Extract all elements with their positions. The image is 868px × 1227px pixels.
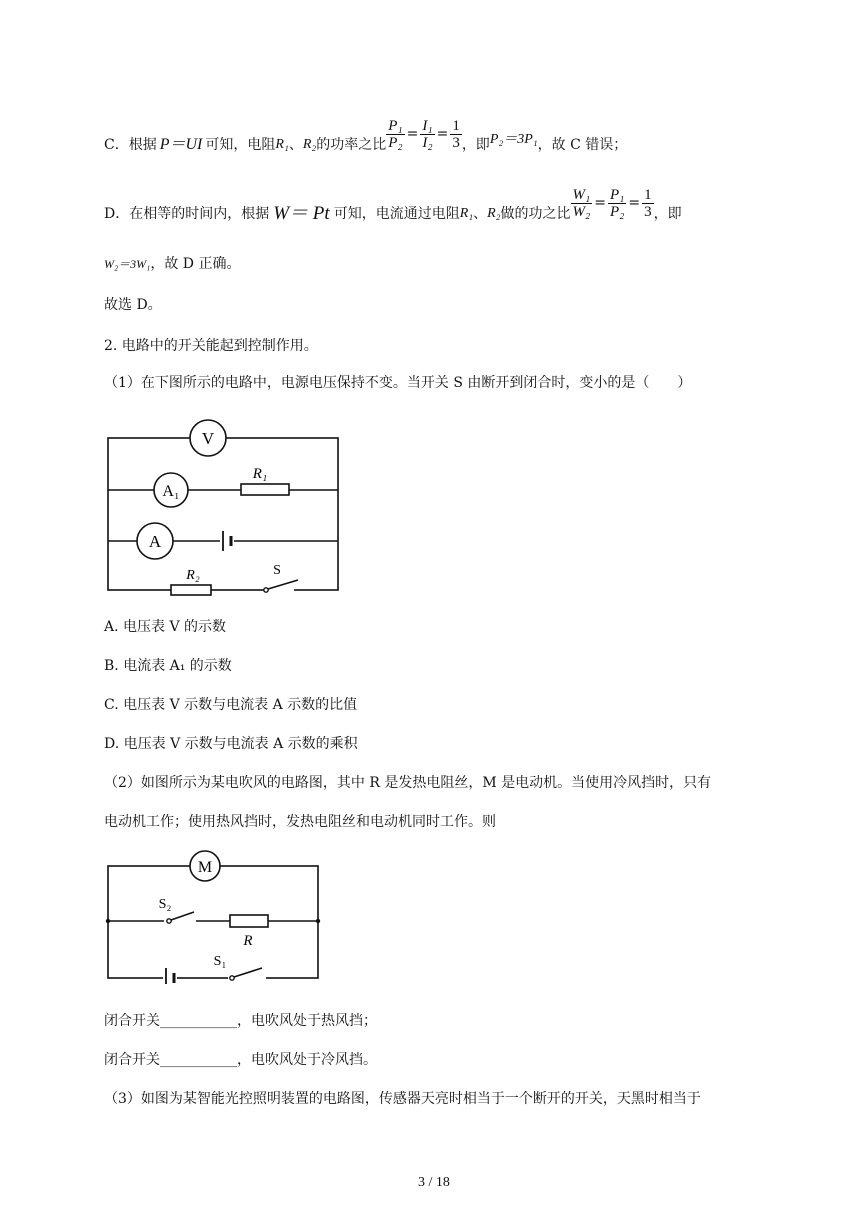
option-a: A. 电压表 V 的示数 bbox=[104, 619, 227, 635]
option-d: D. 电压表 V 示数与电流表 A 示数的乘积 bbox=[104, 736, 358, 752]
switch-s-label: S bbox=[273, 563, 281, 578]
switch-s2-icon bbox=[159, 897, 196, 926]
blank-question-cold: 闭合开关___________，电吹风处于冷风挡。 bbox=[104, 1052, 377, 1068]
formula-w-pt: W＝ Pt bbox=[273, 203, 330, 224]
fraction-one-third: $\frac{1}{3}$ bbox=[452, 117, 460, 151]
option-b: B. 电流表 A₁ 的示数 bbox=[104, 658, 232, 674]
circuit-diagram-2 bbox=[104, 848, 326, 984]
circuit-diagram-1 bbox=[104, 414, 344, 596]
battery-icon bbox=[220, 528, 234, 554]
formula-p2-3p1: P₂＝3P₁ bbox=[489, 132, 538, 147]
fraction-w1-w2: $\frac{\text{W₁}}{\text{W₂}}$ bbox=[572, 186, 591, 220]
formula-p-ui: P＝UI bbox=[159, 136, 203, 153]
s1-label: S₁ bbox=[213, 954, 227, 969]
resistor-r-icon bbox=[230, 915, 268, 949]
r2-symbol: R₂ bbox=[487, 206, 501, 221]
fraction-p1-p2: $\frac{\text{P₁}}{\text{P₂}}$ bbox=[610, 186, 625, 220]
question-2-1-stem: （1）在下图所示的电路中，电源电压保持不变。当开关 S 由断开到闭合时，变小的是（ ） bbox=[104, 375, 692, 391]
formula-w2-3w1: W₂＝3W₁ bbox=[104, 257, 151, 271]
line-c-text-3: ，即 bbox=[461, 137, 490, 153]
blank-question-hot: 闭合开关___________，电吹风处于热风挡； bbox=[104, 1013, 377, 1029]
r2-symbol: R₂ bbox=[302, 137, 317, 152]
motor-icon bbox=[190, 851, 220, 881]
question-2-2-stem-line-2: 电动机工作；使用热风挡时，发热电阻丝和电动机同时工作。则 bbox=[104, 814, 496, 830]
question-2-title: 2. 电路中的开关能起到控制作用。 bbox=[104, 338, 318, 354]
ammeter-a-icon bbox=[137, 523, 173, 559]
fraction-one-third: $\frac{1}{3}$ bbox=[644, 186, 652, 220]
line-d-text-1: 可知，电流通过电阻 bbox=[333, 206, 460, 222]
solution-line-d bbox=[104, 182, 682, 246]
solution-line-c bbox=[104, 115, 627, 175]
ammeter-a1-icon bbox=[154, 473, 188, 507]
battery-icon bbox=[163, 966, 177, 984]
line-c-text-1: 可知，电阻 bbox=[205, 137, 276, 153]
motor-label: M bbox=[197, 859, 213, 876]
ammeter-a1-label: A₁ bbox=[162, 483, 180, 500]
r1-symbol: R₁ bbox=[459, 206, 474, 221]
ammeter-a-label: A bbox=[148, 532, 162, 551]
resistor-r2-icon bbox=[171, 568, 211, 595]
r1-symbol: R₁ bbox=[275, 137, 289, 152]
line-c-prefix: C．根据 bbox=[104, 137, 157, 153]
page-number: 3 / 18 bbox=[418, 1175, 450, 1190]
resistor-r1-icon bbox=[241, 466, 289, 495]
answer-choice: 故选 D。 bbox=[104, 297, 162, 313]
separator: 、 bbox=[288, 137, 303, 153]
s2-label: S₂ bbox=[158, 897, 172, 912]
line-d-tail: ，故 D 正确。 bbox=[150, 256, 241, 272]
fraction-p1-p2: $\frac{\text{P₁}}{\text{P₂}}$ bbox=[388, 117, 403, 151]
voltmeter-icon bbox=[190, 420, 226, 456]
r-label: R bbox=[243, 933, 253, 949]
work-ratio-equation: $\frac{\text{W₁}}{\text{W₂}}$ = $\frac{\text{P₁}}{\text{P₂}}$ = $\frac{1}{3}$ bbox=[572, 186, 652, 220]
line-d-text-2: 做的功之比 bbox=[500, 206, 571, 222]
r1-label: R₁ bbox=[252, 466, 268, 482]
line-d-prefix: D．在相等的时间内，根据 bbox=[104, 206, 270, 222]
switch-s-icon bbox=[261, 563, 301, 595]
option-c: C. 电压表 V 示数与电流表 A 示数的比值 bbox=[104, 697, 358, 713]
line-d-suffix: ，即 bbox=[653, 206, 682, 222]
switch-s1-icon bbox=[214, 954, 266, 980]
separator: 、 bbox=[473, 206, 488, 222]
question-2-3-stem: （3）如图为某智能光控照明装置的电路图，传感器天亮时相当于一个断开的开关，天黑时相当于 bbox=[104, 1091, 701, 1107]
line-c-suffix: ，故 C 错误； bbox=[537, 137, 628, 153]
question-2-2-stem-line-1: （2）如图所示为某电吹风的电路图，其中 R 是发热电阻丝，M 是电动机。当使用冷风挡时，只有 bbox=[104, 775, 712, 791]
power-ratio-equation: $\frac{\text{P₁}}{\text{P₂}}$ = $\frac{\text{I₁}}{\text{I₂}}$ = $\frac{1}{3}$ bbox=[388, 117, 460, 151]
fraction-i1-i2: $\frac{\text{I₁}}{\text{I₂}}$ bbox=[422, 117, 433, 151]
line-c-text-2: 的功率之比 bbox=[316, 137, 387, 153]
voltmeter-label: V bbox=[201, 429, 215, 448]
solution-line-d-cont bbox=[104, 254, 240, 274]
r2-label: R₂ bbox=[186, 568, 200, 583]
